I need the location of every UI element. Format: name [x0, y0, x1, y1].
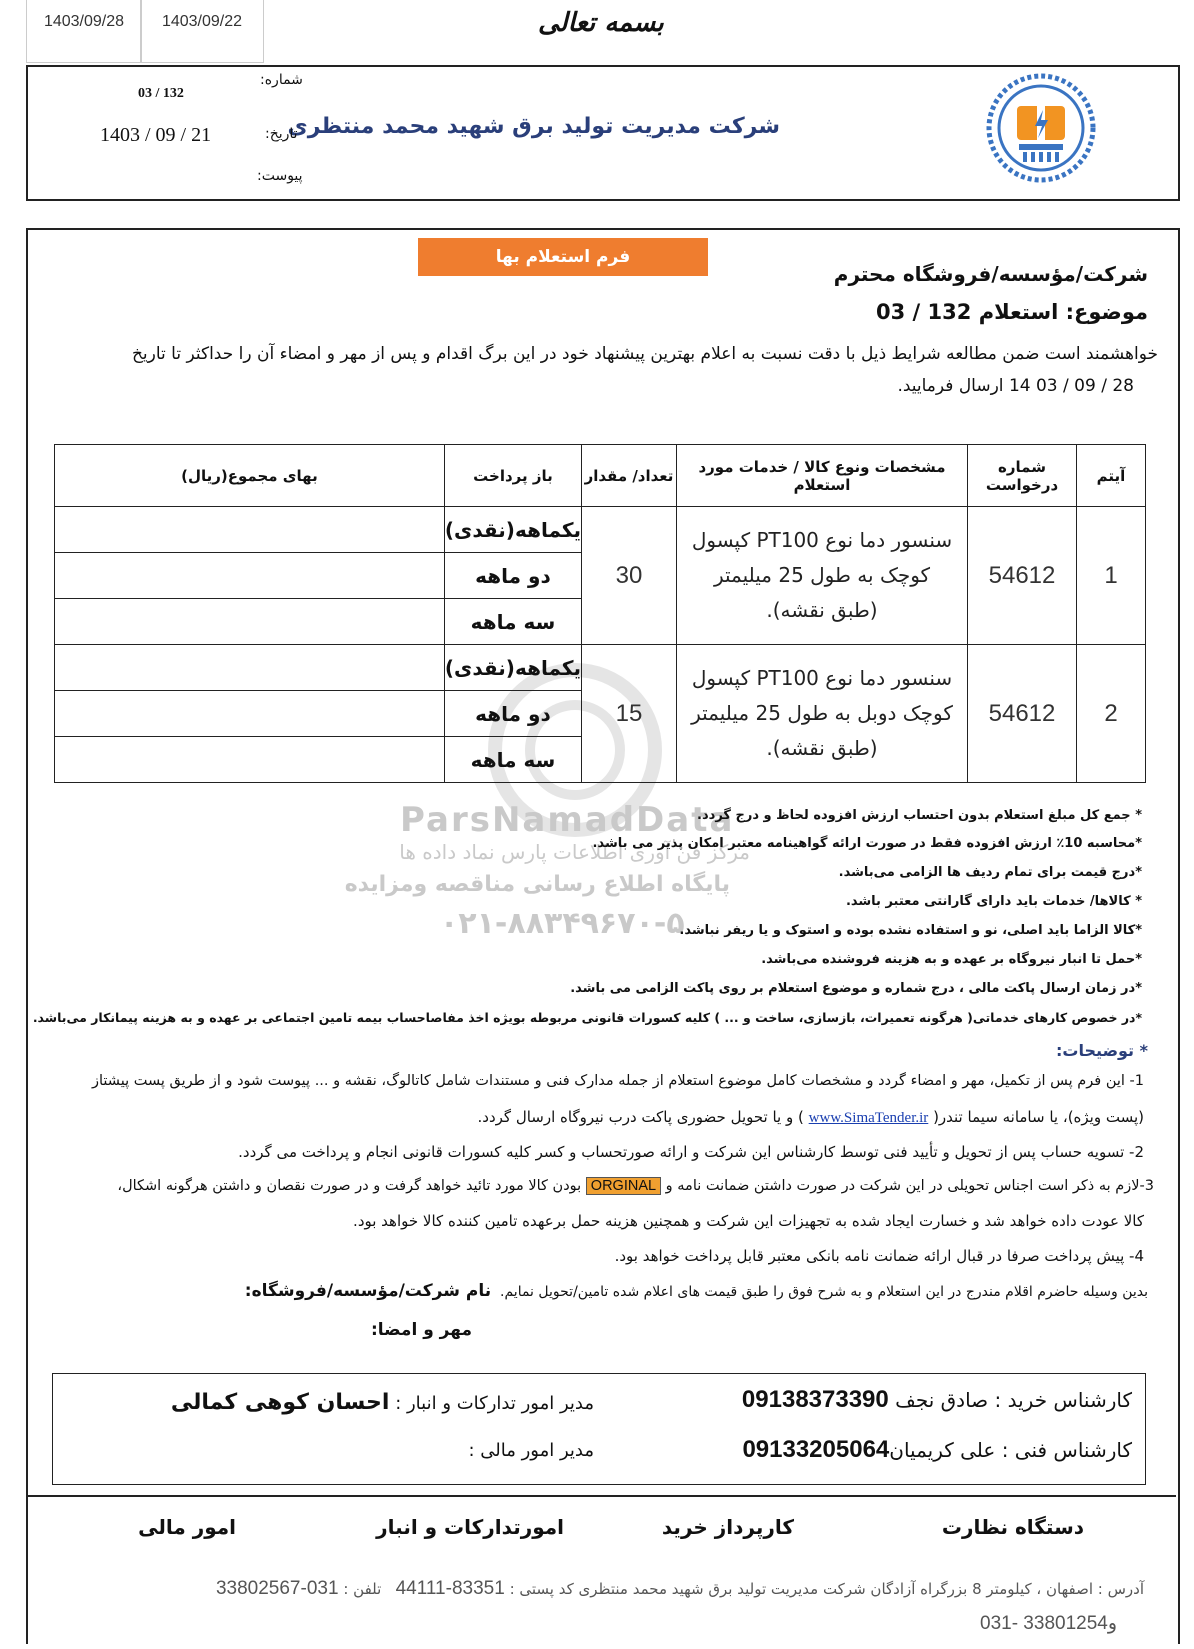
technical-expert-phone: 09133205064 [742, 1436, 890, 1463]
header-description: مشخصات ونوع کالا / خدمات مورد استعلام [677, 445, 968, 507]
payment-option: یکماهه(نقدی) [444, 507, 581, 553]
price-cell[interactable] [55, 599, 445, 645]
company-name-label: نام شرکت/مؤسسه/فروشگاه: [244, 1281, 492, 1301]
form-title-banner: فرم استعلام بها [418, 238, 708, 276]
address-line [216, 1578, 1144, 1600]
row-description [677, 507, 968, 645]
explanation-1-text: (پست ویژه)، یا سامانه سیما تندر( [933, 1108, 1144, 1126]
explanation-4: 4- پیش پرداخت صرفا در قبال ارائه ضمانت نامه بانکی معتبر قابل پرداخت خواهد بود. [614, 1247, 1144, 1265]
note-item: *حمل تا انبار نیروگاه بر عهده و به هزینه فروشنده می‌باشد. [761, 952, 1142, 967]
note-item: * جمع کل مبلغ استعلام بدون احتساب ارزش افزوده لحاظ و درج گردد. [697, 808, 1142, 823]
row-quantity: 15 [582, 645, 677, 783]
procurement-manager [171, 1390, 594, 1415]
finance-manager-label: مدیر امور مالی : [468, 1440, 594, 1461]
phone-number: 031-33802567 [215, 1578, 339, 1599]
price-cell[interactable] [55, 553, 445, 599]
number-value: 03 / 132 [138, 86, 184, 101]
purchase-expert-phone: 09138373390 [741, 1386, 889, 1413]
footer-finance: امور مالی [138, 1515, 236, 1539]
note-item: *کالا الزاما باید اصلی، نو و استفاده نشده بوده و استوک و یا ریفر نباشد. [679, 923, 1142, 938]
procurement-manager-label: مدیر امور تدارکات و انبار : [395, 1393, 594, 1414]
row-request-number: 54612 [968, 645, 1077, 783]
explanation-2: 2- تسویه حساب پس از تحویل و تأیید فنی توسط کارشناس این شرکت و ارائه صورتحساب و کسر کلیه کسورات قانونی انجام و پرداخت می گردد. [238, 1143, 1144, 1161]
phone-number-2: 031- 33801254و [980, 1613, 1118, 1634]
payment-option: دو ماهه [444, 691, 581, 737]
header-quantity: تعداد/ مقدار [582, 445, 677, 507]
technical-expert [742, 1436, 1132, 1464]
desc-line: سنسور دما نوع PT100 کپسول [691, 666, 953, 690]
intro-line-1: خواهشمند است ضمن مطالعه شرایط ذیل با دقت نسبت به اعلام بهترین پیشنهاد خود در این برگ اقدام و پس از مهر و امضاء آن را حداکثر تا تاریخ [131, 344, 1158, 364]
explanation-3-line-1 [117, 1178, 1154, 1194]
footer-purchaser: کارپرداز خرید [661, 1515, 794, 1539]
watermark-line3: پایگاه اطلاع رسانی مناقصه ومزایده [344, 872, 730, 897]
phone-label: تلفن : [343, 1580, 382, 1598]
date-value: 1403 / 09 / 21 [100, 124, 212, 146]
footer-divider [26, 1495, 1176, 1497]
note-item: *در زمان ارسال پاکت مالی ، درج شماره و موضوع استعلام بر روی پاکت الزامی می باشد. [570, 981, 1142, 996]
declaration-text [245, 1281, 1148, 1301]
table-row [55, 645, 1146, 691]
explanation-3-text: بودن کالا مورد تائید خواهد گرفت و در صورت نقصان و داشتن هرگونه اشکال، [117, 1178, 582, 1194]
intro-line-2: 28 / 09 / 03 14 ارسال فرمایید. [897, 376, 1134, 396]
recipient-line: شرکت/مؤسسه/فروشگاه محترم [833, 262, 1148, 286]
purchase-expert [742, 1386, 1132, 1414]
desc-line: (طبق نقشه). [766, 598, 878, 622]
row-quantity: 30 [582, 507, 677, 645]
subject-line: موضوع: استعلام 132 / 03 [876, 300, 1148, 324]
price-cell[interactable] [55, 645, 445, 691]
items-table [54, 444, 1146, 783]
desc-line: کوچک دوبل به طول 25 میلیمتر [691, 701, 953, 725]
date-left: 1403/09/28 [26, 0, 142, 63]
simatender-link[interactable]: www.SimaTender.ir [808, 1110, 929, 1126]
declaration-sentence: بدین وسیله حاضرم اقلام مندرج در این استعلام و به شرح فوق را طبق قیمت های اعلام شده تامین/تحویل نمایم. [500, 1284, 1148, 1300]
original-highlight: ORGINAL [586, 1177, 661, 1195]
bismillah: بسمه تعالی [538, 8, 664, 38]
explanation-1-text: ) و یا تحویل حضوری پاکت درب نیروگاه ارسال گردد. [477, 1108, 804, 1126]
explanation-3-text: 3-لازم به ذکر است اجناس تحویلی در این شرکت در صورت داشتن ضمانت نامه و [665, 1178, 1154, 1194]
explanation-1-line-1: 1- این فرم پس از تکمیل، مهر و امضاء گردد و مشخصات کامل موضوع استعلام از جمله مدارک فنی و مستندات شامل کاتالوگ، نقشه و ... پیوست شود و از طریق پست پیشتاز [91, 1073, 1144, 1089]
watermark-phone: ۰۲۱-۸۸۳۴۹۶۷۰-۵ [440, 906, 685, 941]
stamp-signature-label: مهر و امضا: [370, 1320, 472, 1340]
footer-procurement: امورتدارکات و انبار [376, 1515, 564, 1539]
desc-line: کوچک به طول 25 میلیمتر [713, 563, 931, 587]
explanation-3-line-2: کالا عودت داده خواهد شد و خسارت ایجاد شده به تجهیزات این شرکت و همچنین هزینه حمل برعهده تامین کننده کالا خواهد بود. [353, 1212, 1144, 1230]
date-right: 1403/09/22 [140, 0, 264, 63]
note-item: *در خصوص کارهای خدماتی( هرگونه تعمیرات، بازسازی، ساخت و ... ) کلیه کسورات قانونی مربوطه بویژه اخذ مفاصاحساب بیمه تامین اجتماعی بر عهده و به هزینه پیمانکار می‌باشد. [32, 1010, 1142, 1025]
payment-option: سه ماهه [444, 737, 581, 783]
company-name: شرکت مدیریت تولید برق شهید محمد منتظری [287, 114, 780, 139]
address-text: آدرس : اصفهان ، کیلومتر 8 بزرگراه آزادگان شرکت مدیریت تولید برق شهید محمد منتظری کد پستی : [509, 1580, 1144, 1598]
header-request-number: شماره درخواست [968, 445, 1077, 507]
date-label: تاریخ: [265, 126, 298, 142]
attachment-label: پیوست: [257, 168, 303, 184]
company-logo [985, 72, 1097, 184]
watermark-line2: مرکز فن آوری اطلاعات پارس نماد داده ها [399, 840, 750, 864]
footer-supervision: دستگاه نظارت [941, 1515, 1084, 1539]
technical-expert-label: کارشناس فنی : علی کریمیان [889, 1438, 1132, 1462]
payment-option: دو ماهه [444, 553, 581, 599]
row-request-number: 54612 [968, 507, 1077, 645]
header-item: آیتم [1077, 445, 1146, 507]
explanation-1-line-2 [478, 1108, 1144, 1127]
price-cell[interactable] [55, 691, 445, 737]
row-item-number: 2 [1077, 645, 1146, 783]
number-label: شماره: [260, 72, 303, 88]
purchase-expert-label: کارشناس خرید : صادق نجف [895, 1388, 1132, 1412]
desc-line: سنسور دما نوع PT100 کپسول [691, 528, 953, 552]
header-payment: باز پرداخت [444, 445, 581, 507]
note-item: * کالاها/ خدمات باید دارای گارانتی معتبر باشد. [845, 894, 1142, 909]
table-row [55, 507, 1146, 553]
postal-code: 83351-44111 [395, 1578, 505, 1599]
payment-option: سه ماهه [444, 599, 581, 645]
row-item-number: 1 [1077, 507, 1146, 645]
header-total-price: بهای مجموع(ریال) [55, 445, 445, 507]
note-item: *درج قیمت برای تمام ردیف ها الزامی می‌باشد. [838, 865, 1142, 880]
watermark-brand: ParsNamadData [400, 800, 735, 840]
note-item: *محاسبه 10٪ ارزش افزوده فقط در صورت ارائه گواهینامه معتبر امکان پذیر می باشد. [592, 836, 1142, 851]
desc-line: (طبق نقشه). [766, 736, 878, 760]
explanations-heading: * توضیحات: [1056, 1041, 1148, 1060]
price-cell[interactable] [55, 507, 445, 553]
procurement-manager-name: احسان کوهی کمالی [170, 1390, 390, 1415]
row-description [677, 645, 968, 783]
price-cell[interactable] [55, 737, 445, 783]
payment-option: یکماهه(نقدی) [444, 645, 581, 691]
